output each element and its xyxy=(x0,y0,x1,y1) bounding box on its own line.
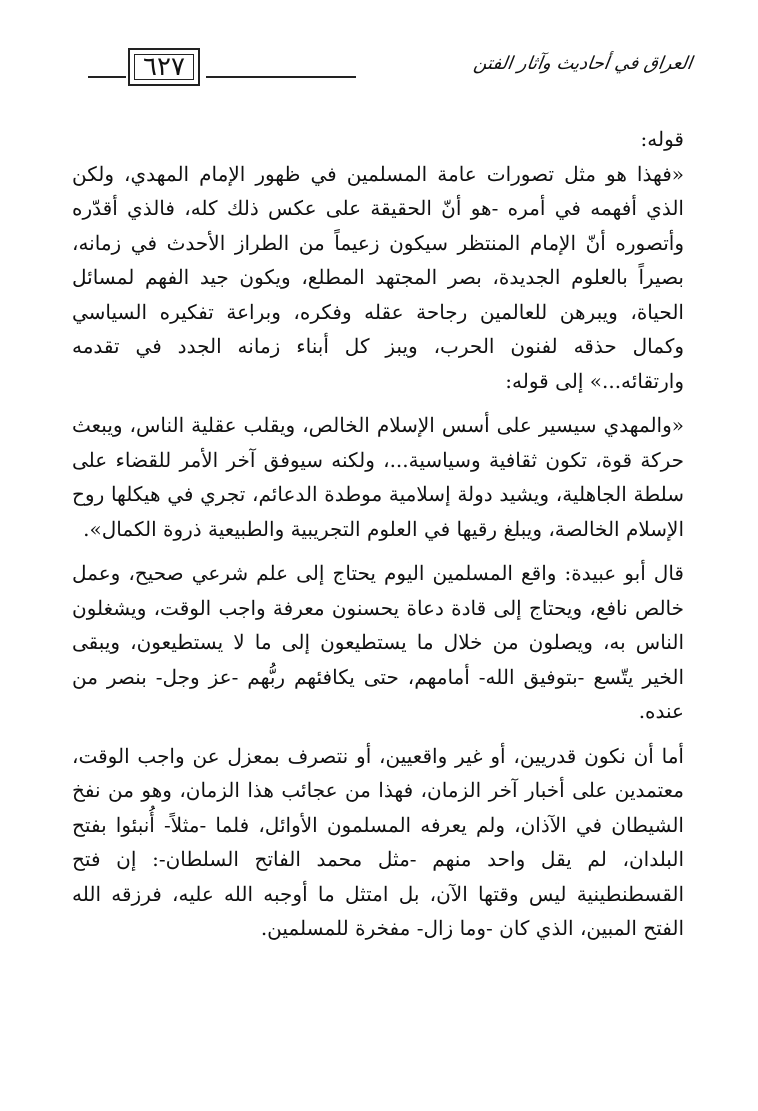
commentary-paragraph: قال أبو عبيدة: واقع المسلمين اليوم يحتاج إلى علم شرعي صحيح، وعمل خالص نافع، ويحتاج إلى قادة دعاة يحسنون معرفة واجب الوقت، ويشغلون الناس به، ويصلون من خلال ما يستطيعون إلى ما لا يستطيعون، ويبقى الخير يتّسع -بتوفيق الله- أمامهم، حتى يكافئهم ربُّهم -عز وجل- بنصر من عنده. xyxy=(72,561,684,723)
page-header xyxy=(88,44,692,104)
page-number: ٦٢٧ xyxy=(128,48,200,86)
quote-paragraph-2: «والمهدي سيسير على أسس الإسلام الخالص، ويقلب عقلية الناس، ويبعث حركة قوة، تكون ثقافية وسياسية...، ولكنه سيوفق آخر الأمر للقضاء على سلطة الجاهلية، ويشيد دولة إسلامية موطدة الدعائم، تجري في هيكلها روح الإسلام الخالصة، ويبلغ رقيها في العلوم التجريبية والطبيعية ذروة الكمال». xyxy=(72,413,684,541)
header-rule-left xyxy=(88,76,126,78)
commentary-paragraph-2: أما أن نكون قدريين، أو غير واقعيين، أو نتصرف بمعزل عن واجب الوقت، معتمدين على أخبار آخر الزمان، فهذا من عجائب هذا الزمان، وهو من نفخ الشيطان في الآذان، ولم يعرفه المسلمون الأوائل، فلما -مثلاً- أُنبئوا بفتح البلدان، لم يقل واحد منهم -مثل محمد الفاتح السلطان-: إن فتح القسطنطينية ليس وقتها الآن، بل امتثل ما أوجبه الله عليه، فرزقه الله الفتح المبين، الذي كان -وما زال- مفخرة للمسلمين. xyxy=(72,743,684,940)
header-rule-right xyxy=(206,76,356,78)
quote-paragraph: «فهذا هو مثل تصورات عامة المسلمين في ظهور الإمام المهدي، ولكن الذي أفهمه في أمره -هو أنّ الحقيقة على عكس ذلك كله، فالذي أقدّره وأتصوره أنّ الإمام المنتظر سيكون زعيماً من الطراز الأحدث في زمانه، بصيراً بالعلوم الجديدة، بصر المجتهد المطلع، ويكون جيد الفهم لمسائل الحياة، ويبرهن للعالمين رجاحة عقله وفكره، وبراعة تفكيره السياسي وكمال حذقه لفنون الحرب، ويبز كل أبناء زمانه الجدد في تقدمه وارتقائه...» إلى قوله: xyxy=(72,161,685,393)
book-title: العراق في أحاديث وآثار الفتن xyxy=(472,53,694,74)
page-body xyxy=(72,122,684,946)
quote-intro: قوله: xyxy=(640,127,684,151)
